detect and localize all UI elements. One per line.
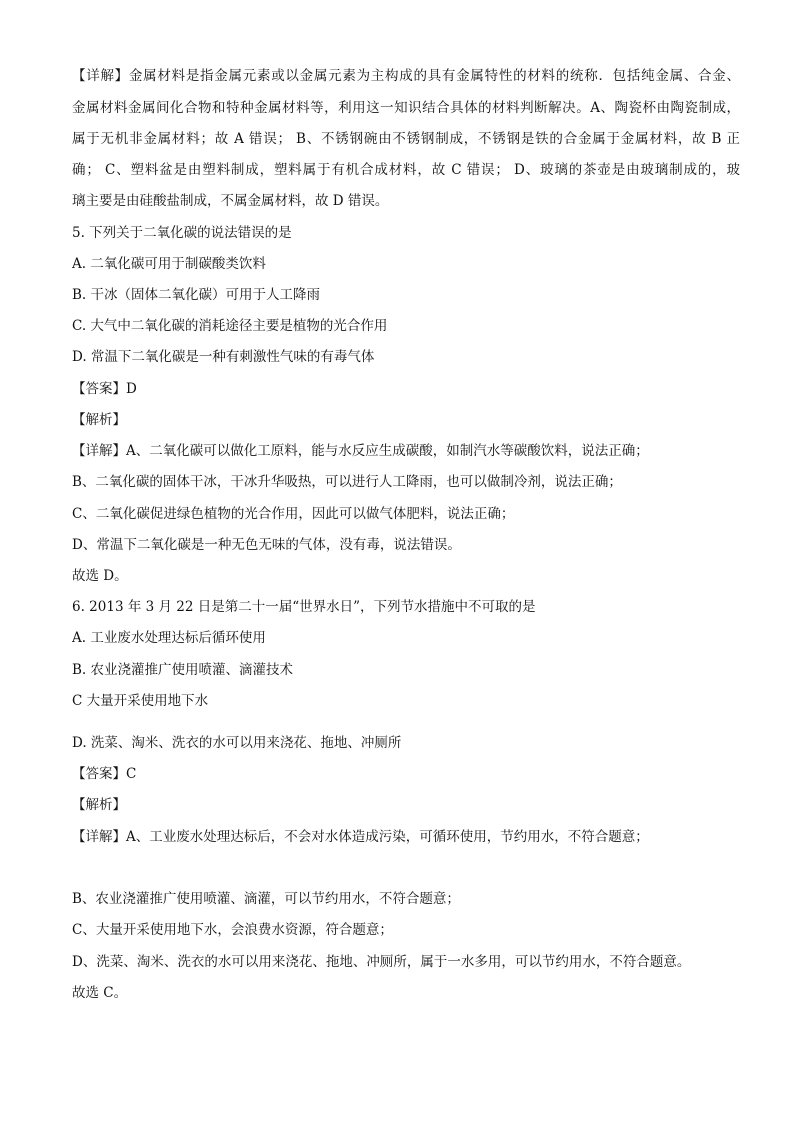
q5-analysis-heading: 【解析】 (72, 412, 126, 428)
q5-conclusion: 故选 D。 (72, 568, 128, 584)
q6-detail-a: 【详解】A、工业废水处理达标后，不会对水体造成污染，可循环使用，节约用水，不符合题意； (72, 829, 649, 845)
q6-option-b: B. 农业浇灌推广使用喷灌、滴灌技术 (72, 662, 294, 678)
q6-option-c: C 大量开采使用地下水 (72, 693, 209, 709)
q5-option-c: C. 大气中二氧化碳的消耗途径主要是植物的光合作用 (72, 318, 388, 334)
q4-explanation-line-1: 【详解】金属材料是指金属元素或以金属元素为主构成的具有金属特性的材料的统称．包括纯金属、合金、 (72, 68, 740, 84)
q5-option-a: A. 二氧化碳可用于制碳酸类饮料 (72, 256, 266, 272)
q6-option-a: A. 工业废水处理达标后循环使用 (72, 630, 266, 646)
q4-explanation-line-4: 确； C、塑料盆是由塑料制成，塑料属于有机合成材料，故 C 错误； D、玻璃的茶壶是由玻璃制成的，玻 (72, 162, 740, 178)
q5-detail-d: D、常温下二氧化碳是一种无色无味的气体，没有毒，说法错误。 (72, 537, 461, 553)
q6-detail-d: D、洗菜、淘米、洗衣的水可以用来浇花、拖地、冲厕所，属于一水多用，可以节约用水，不符合题意。 (72, 954, 691, 970)
q5-answer: 【答案】D (72, 381, 137, 397)
q4-explanation-line-5: 璃主要是由硅酸盐制成，不属金属材料，故 D 错误。 (72, 193, 389, 209)
q6-analysis-heading: 【解析】 (72, 797, 126, 813)
q6-option-d: D. 洗菜、淘米、洗衣的水可以用来浇花、拖地、冲厕所 (72, 735, 402, 751)
q5-detail-b: B、二氧化碳的固体干冰，干冰升华吸热，可以进行人工降雨，也可以做制冷剂，说法正确； (72, 474, 622, 490)
q5-option-d: D. 常温下二氧化碳是一种有刺激性气味的有毒气体 (72, 349, 375, 365)
q6-conclusion: 故选 C。 (72, 985, 128, 1001)
q4-explanation-line-3: 属于无机非金属材料；故 A 错误； B、不锈钢碗由不锈钢制成，不锈钢是铁的合金属于金属材料，故 B 正 (72, 131, 740, 147)
q4-explanation-line-2: 金属材料金属间化合物和特种金属材料等，利用这一知识结合具体的材料判断解决。A、陶瓷杯由陶瓷制成， (72, 100, 740, 116)
q6-detail-b: B、农业浇灌推广使用喷灌、滴灌，可以节约用水，不符合题意； (72, 891, 460, 907)
q5-detail-a: 【详解】A、二氧化碳可以做化工原料，能与水反应生成碳酸，如制汽水等碳酸饮料，说法正确； (72, 443, 649, 459)
q6-detail-c: C、大量开采使用地下水，会浪费水资源，符合题意； (72, 922, 393, 938)
q5-detail-c: C、二氧化碳促进绿色植物的光合作用，因此可以做气体肥料，说法正确； (72, 506, 515, 522)
q6-answer: 【答案】C (72, 766, 137, 782)
q5-option-b: B. 干冰（固体二氧化碳）可用于人工降雨 (72, 287, 321, 303)
q5-stem: 5. 下列关于二氧化碳的说法错误的是 (72, 225, 292, 241)
q6-stem: 6. 2013 年 3 月 22 日是第二十一届“世界水日”，下列节水措施中不可取的是 (72, 599, 536, 615)
